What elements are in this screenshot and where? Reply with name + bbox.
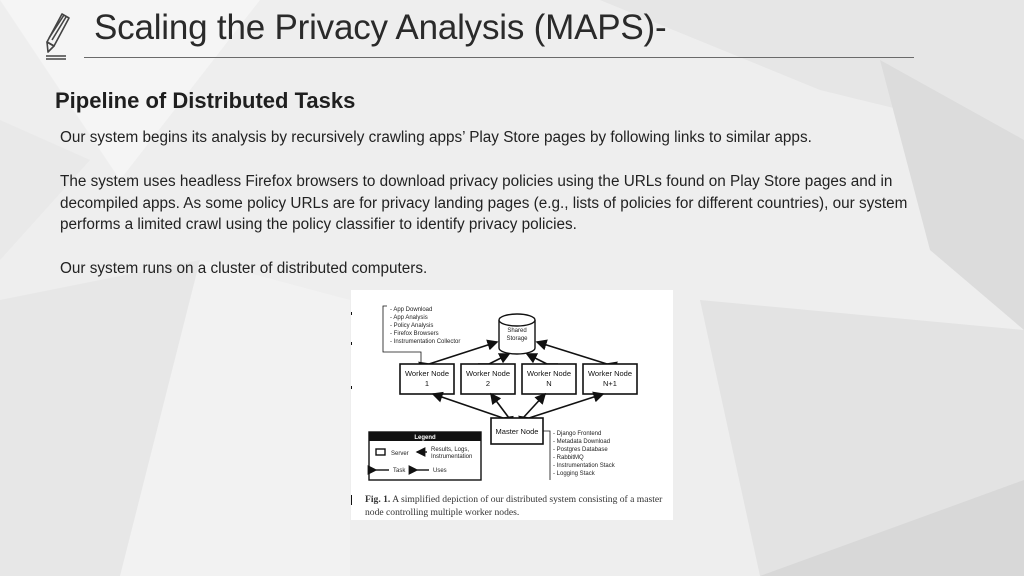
worker-node-1 (400, 364, 454, 394)
svg-text:Master Node: Master Node (495, 427, 539, 436)
paragraph-firefox: The system uses headless Firefox browsers to download privacy policies using the URLs found on Play Store pages and in decompiled apps. As some policy URLs are for privacy landing pages (e.g., lists of policies for different countries), our system performs a limited crawl using the policy classifier to identify privacy policies. (60, 173, 908, 233)
svg-text:Worker Node: Worker Node (526, 369, 572, 378)
svg-text:- RabbitMQ: - RabbitMQ (553, 455, 584, 461)
system-diagram-figure (351, 290, 673, 520)
svg-text:- Logging Stack: - Logging Stack (553, 471, 595, 477)
svg-text:Uses: Uses (433, 468, 447, 474)
svg-text:Task: Task (393, 468, 406, 474)
master-node (491, 418, 543, 444)
master-task-list (543, 431, 616, 480)
section-heading: Pipeline of Distributed Tasks (55, 88, 356, 113)
svg-text:Worker Node: Worker Node (404, 369, 450, 378)
caption-label: Fig. 1. (365, 494, 391, 505)
svg-text:N+1: N+1 (603, 379, 617, 388)
shared-storage (499, 314, 535, 354)
diagram-legend (369, 432, 481, 480)
worker-node-n-plus-1 (583, 364, 637, 394)
pencil-icon (44, 12, 72, 60)
svg-text:- Firefox Browsers: - Firefox Browsers (390, 331, 439, 337)
worker-node-2 (461, 364, 515, 394)
svg-text:Results, Logs,: Results, Logs, (431, 447, 470, 453)
svg-text:- Instrumentation Stack: - Instrumentation Stack (553, 463, 615, 469)
svg-text:- App Download: - App Download (390, 307, 433, 313)
slide-title: Scaling the Privacy Analysis (MAPS)- (94, 8, 667, 47)
paragraph-crawling: Our system begins its analysis by recursively crawling apps’ Play Store pages by following links to similar apps. (60, 129, 812, 146)
svg-text:Worker Node: Worker Node (465, 369, 511, 378)
svg-text:- Postgres Database: - Postgres Database (553, 447, 608, 453)
title-divider (84, 57, 914, 58)
svg-text:Worker Node: Worker Node (587, 369, 633, 378)
svg-text:- App Analysis: - App Analysis (390, 315, 428, 321)
svg-text:Instrumentation: Instrumentation (431, 454, 473, 460)
distributed-system-diagram (351, 290, 673, 520)
svg-text:- Django Frontend: - Django Frontend (553, 431, 602, 437)
caption-text: A simplified depiction of our distributed system consisting of a master node controlling multiple worker nodes. (365, 494, 663, 518)
paragraph-cluster: Our system runs on a cluster of distributed computers. (60, 260, 428, 277)
svg-text:Server: Server (391, 451, 409, 457)
svg-text:2: 2 (485, 379, 491, 388)
svg-text:N: N (546, 379, 552, 388)
svg-text:- Metadata Download: - Metadata Download (553, 439, 611, 445)
svg-text:1: 1 (424, 379, 430, 388)
worker-task-list (383, 306, 460, 364)
worker-node-n (522, 364, 576, 394)
figure-caption (365, 493, 665, 519)
svg-text:- Instrumentation Collector: - Instrumentation Collector (390, 339, 461, 345)
svg-text:Shared: Shared (507, 328, 527, 334)
svg-text:Storage: Storage (506, 336, 528, 342)
svg-text:- Policy Analysis: - Policy Analysis (390, 323, 434, 329)
svg-text:Legend: Legend (414, 435, 436, 441)
